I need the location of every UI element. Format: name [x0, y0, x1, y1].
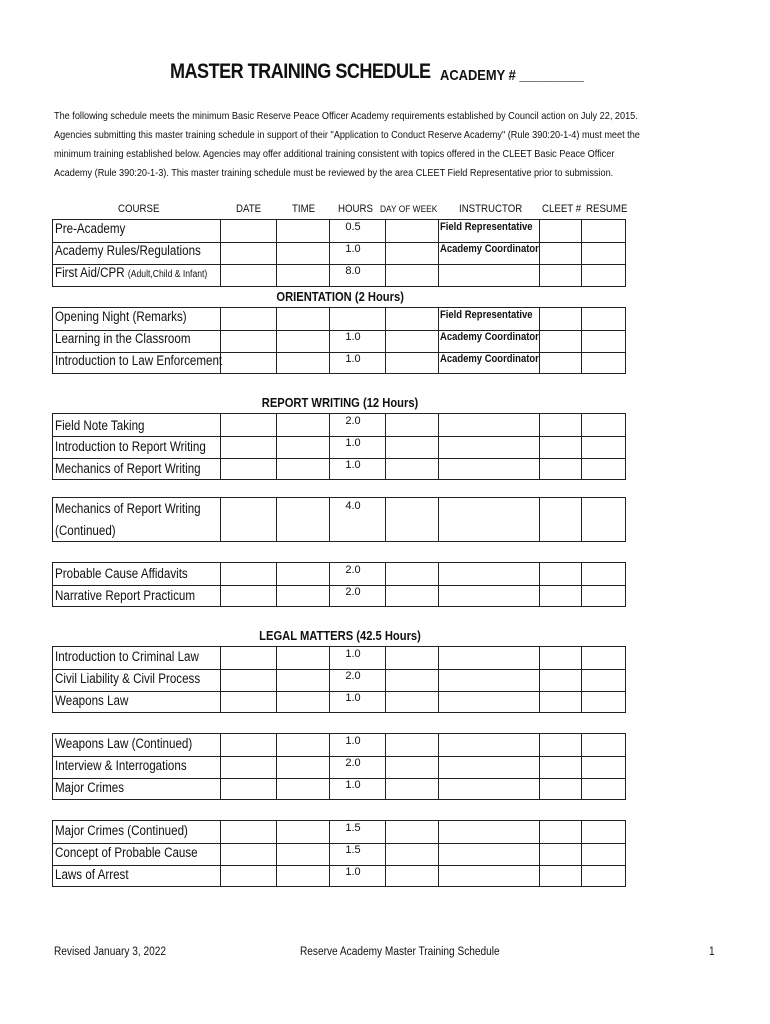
header-hours: HOURS [338, 203, 373, 215]
course-name: Narrative Report Practicum [55, 588, 196, 603]
schedule-table-orientation [52, 307, 626, 374]
course-hours: 1.5 [345, 844, 361, 856]
course-name [55, 265, 207, 280]
course-instructor: Field Representative [440, 221, 533, 233]
course-name: Mechanics of Report Writing [55, 501, 201, 516]
footer-page-number: 1 [709, 946, 715, 958]
header-instructor: INSTRUCTOR [459, 203, 523, 215]
intro-line: Academy (Rule 390:20-1-3). This master training schedule must be reviewed by the area CLEET Field Representative prior to submission. [54, 168, 614, 179]
header-day-of-week: DAY OF WEEK [380, 204, 438, 215]
section-title-orientation: ORIENTATION (2 Hours) [276, 289, 404, 304]
header-cleet: CLEET # [542, 203, 582, 215]
course-name: Academy Rules/Regulations [55, 243, 201, 258]
course-name: Civil Liability & Civil Process [55, 671, 201, 686]
course-hours: 4.0 [345, 500, 361, 512]
header-resume: RESUME [586, 203, 628, 215]
header-time: TIME [292, 203, 316, 215]
footer-document-name: Reserve Academy Master Training Schedule [300, 946, 500, 958]
course-instructor: Field Representative [440, 309, 533, 321]
schedule-table-legal-a [52, 646, 626, 713]
course-name: Introduction to Law Enforcement [55, 353, 223, 368]
course-name: Major Crimes [55, 780, 125, 795]
course-hours: 2.0 [345, 415, 361, 427]
course-hours: 8.0 [345, 265, 361, 277]
footer-revised-date: Revised January 3, 2022 [54, 946, 166, 958]
intro-paragraph [54, 107, 744, 183]
course-hours: 1.0 [345, 331, 361, 343]
course-hours: 1.0 [345, 735, 361, 747]
schedule-table-legal-b [52, 733, 626, 800]
title-text: MASTER TRAINING SCHEDULE [170, 60, 431, 83]
course-name: Laws of Arrest [55, 867, 129, 882]
header-course: COURSE [118, 203, 160, 215]
intro-line: The following schedule meets the minimum Basic Reserve Peace Officer Academy requirements established by Council action on July 22, 2015. [54, 111, 638, 122]
schedule-table-intro [52, 219, 626, 287]
course-name: Introduction to Criminal Law [55, 649, 199, 664]
course-name: Pre-Academy [55, 221, 126, 236]
course-name: Mechanics of Report Writing [55, 461, 201, 476]
course-name: (Continued) [55, 523, 116, 538]
course-hours: 1.0 [345, 437, 361, 449]
section-title-report-writing: REPORT WRITING (12 Hours) [261, 395, 419, 410]
schedule-table-report-writing-a [52, 413, 626, 480]
course-name: Weapons Law (Continued) [55, 736, 193, 751]
course-note: (Adult,Child & Infant) [127, 269, 208, 280]
course-hours: 1.0 [345, 866, 361, 878]
course-name: Probable Cause Affidavits [55, 566, 188, 581]
course-hours: 1.0 [345, 648, 361, 660]
course-hours: 2.0 [345, 586, 361, 598]
schedule-table-legal-c [52, 820, 626, 887]
document-title [170, 60, 584, 84]
course-name-text: First Aid/CPR [55, 265, 125, 280]
course-name: Concept of Probable Cause [55, 845, 198, 860]
schedule-table-report-writing-b [52, 497, 626, 542]
course-hours: 1.0 [345, 779, 361, 791]
course-hours: 2.0 [345, 564, 361, 576]
intro-line: Agencies submitting this master training schedule in support of their "Application to Conduct Reserve Academy" (Rule 390:20-1-4) must meet the [54, 130, 640, 141]
header-date: DATE [236, 203, 262, 215]
course-hours: 1.0 [345, 243, 361, 255]
course-hours: 1.0 [345, 459, 361, 471]
section-title-legal-matters: LEGAL MATTERS (42.5 Hours) [259, 628, 421, 643]
course-hours: 2.0 [345, 670, 361, 682]
course-name: Interview & Interrogations [55, 758, 187, 773]
course-name: Learning in the Classroom [55, 331, 191, 346]
course-name: Introduction to Report Writing [55, 439, 206, 454]
course-name: Field Note Taking [55, 418, 145, 433]
course-name: Weapons Law [55, 693, 129, 708]
course-hours: 1.5 [345, 822, 361, 834]
schedule-table-report-writing-c [52, 562, 626, 607]
intro-line: minimum training established below. Agencies may offer additional training consistent with topics offered in the CLEET Basic Peace Officer [54, 149, 615, 160]
course-instructor: Academy Coordinator [440, 243, 539, 255]
course-hours: 1.0 [345, 692, 361, 704]
course-instructor: Academy Coordinator [440, 331, 539, 343]
course-hours: 2.0 [345, 757, 361, 769]
course-name: Opening Night (Remarks) [55, 309, 187, 324]
course-hours: 1.0 [345, 353, 361, 365]
course-instructor: Academy Coordinator [440, 353, 539, 365]
academy-number-field: ACADEMY # _________ [440, 67, 584, 84]
course-name: Major Crimes (Continued) [55, 823, 188, 838]
course-hours: 0.5 [345, 221, 361, 233]
